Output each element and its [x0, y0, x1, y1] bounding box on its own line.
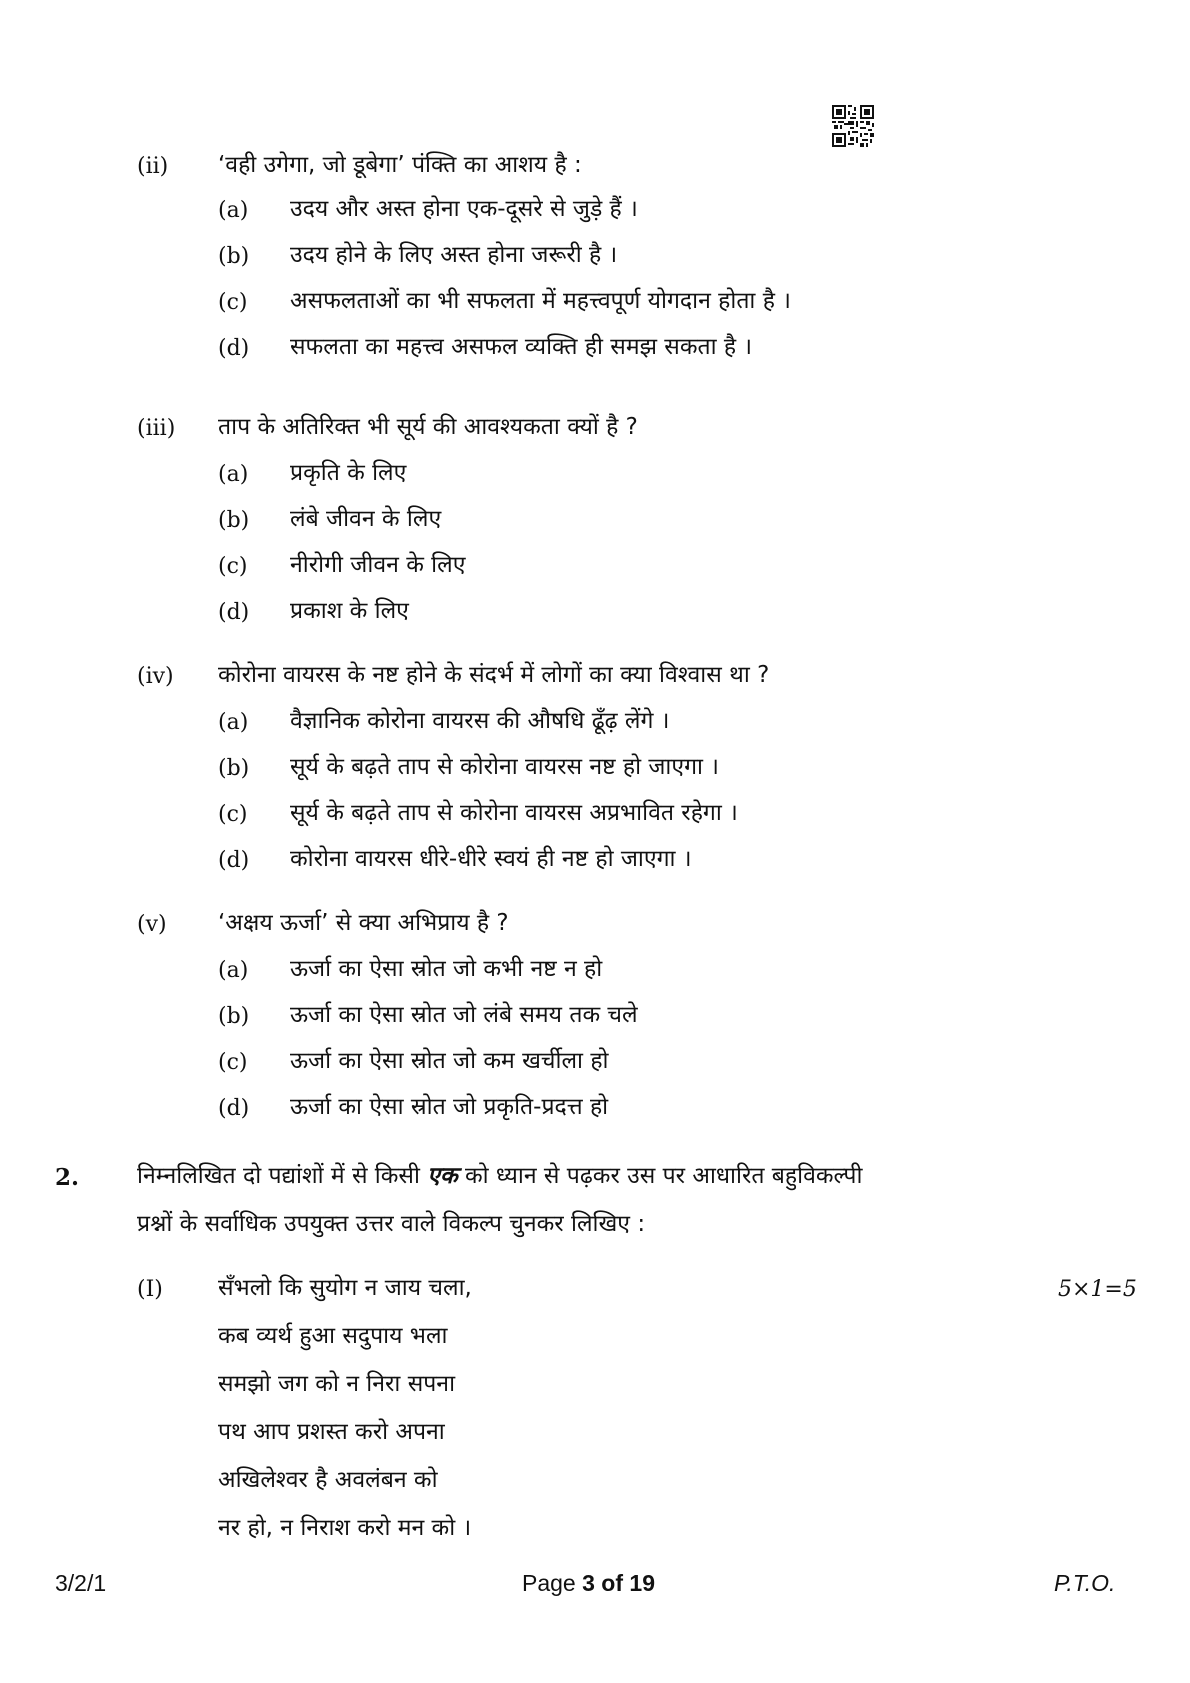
- option-label: (c): [218, 802, 248, 827]
- page-current: 3: [582, 1570, 595, 1596]
- option-text: उदय और अस्त होना एक-दूसरे से जुड़े हैं ।: [290, 196, 638, 222]
- option-text: ऊर्जा का ऐसा स्रोत जो प्रकृति-प्रदत्त हो: [290, 1094, 609, 1120]
- qr-code-icon: [832, 105, 874, 147]
- poem-line: सँभलो कि सुयोग न जाय चला,: [218, 1275, 472, 1301]
- please-turn-over: P.T.O.: [1054, 1570, 1116, 1596]
- question-text: ‘वही उगेगा, जो डूबेगा’ पंक्ति का आशय है :: [218, 152, 582, 178]
- poem-line: समझो जग को न निरा सपना: [218, 1371, 456, 1397]
- question-number: (iv): [137, 664, 174, 689]
- instruction-text: को ध्यान से पढ़कर उस पर आधारित बहुविकल्पी: [457, 1163, 863, 1189]
- option-label: (c): [218, 554, 248, 579]
- option-label: (c): [218, 1050, 248, 1075]
- question-2-number: 2.: [55, 1164, 80, 1191]
- question-2-instruction-line-2: प्रश्नों के सर्वाधिक उपयुक्त उत्तर वाले विकल्प चुनकर लिखिए :: [137, 1211, 646, 1237]
- option-label: (a): [218, 710, 249, 735]
- option-text: नीरोगी जीवन के लिए: [290, 552, 466, 578]
- option-text: लंबे जीवन के लिए: [290, 506, 442, 532]
- option-label: (d): [218, 848, 250, 873]
- option-text: ऊर्जा का ऐसा स्रोत जो कभी नष्ट न हो: [290, 956, 603, 982]
- option-label: (a): [218, 958, 249, 983]
- paper-code: 3/2/1: [55, 1570, 107, 1596]
- poem-line: नर हो, न निराश करो मन को ।: [218, 1515, 472, 1541]
- question-number: (ii): [137, 154, 169, 179]
- option-text: सफलता का महत्त्व असफल व्यक्ति ही समझ सकता है ।: [290, 334, 753, 360]
- question-text: ताप के अतिरिक्त भी सूर्य की आवश्यकता क्यों है ?: [218, 414, 638, 440]
- marks-allocation: 5×1=5: [1058, 1277, 1137, 1302]
- option-label: (b): [218, 1004, 250, 1029]
- question-text: ‘अक्षय ऊर्जा’ से क्या अभिप्राय है ?: [218, 910, 509, 936]
- question-number: (v): [137, 912, 167, 937]
- option-text: प्रकृति के लिए: [290, 460, 407, 486]
- page-prefix: Page: [522, 1570, 583, 1596]
- question-number: (iii): [137, 416, 176, 441]
- poem-line: पथ आप प्रशस्त करो अपना: [218, 1419, 445, 1445]
- question-text: कोरोना वायरस के नष्ट होने के संदर्भ में लोगों का क्या विश्वास था ?: [218, 662, 770, 688]
- option-label: (a): [218, 462, 249, 487]
- option-text: उदय होने के लिए अस्त होना जरूरी है ।: [290, 242, 618, 268]
- page-indicator: [522, 1568, 655, 1598]
- option-label: (b): [218, 508, 250, 533]
- option-label: (a): [218, 198, 249, 223]
- option-label: (c): [218, 290, 248, 315]
- option-label: (b): [218, 244, 250, 269]
- question-2-instruction-line-1: [137, 1159, 862, 1193]
- page-total: 19: [629, 1570, 655, 1596]
- option-text: ऊर्जा का ऐसा स्रोत जो लंबे समय तक चले: [290, 1002, 638, 1028]
- option-text: असफलताओं का भी सफलता में महत्त्वपूर्ण योगदान होता है ।: [290, 288, 791, 314]
- instruction-emphasis: एक: [427, 1163, 458, 1189]
- option-text: कोरोना वायरस धीरे-धीरे स्वयं ही नष्ट हो जाएगा ।: [290, 846, 692, 872]
- option-label: (d): [218, 336, 250, 361]
- passage-label: (I): [137, 1277, 163, 1302]
- option-text: सूर्य के बढ़ते ताप से कोरोना वायरस नष्ट हो जाएगा ।: [290, 754, 720, 780]
- option-label: (b): [218, 756, 250, 781]
- option-text: ऊर्जा का ऐसा स्रोत जो कम खर्चीला हो: [290, 1048, 609, 1074]
- page-of: of: [594, 1570, 630, 1596]
- option-label: (d): [218, 1096, 250, 1121]
- poem-line: अखिलेश्वर है अवलंबन को: [218, 1467, 438, 1493]
- option-text: वैज्ञानिक कोरोना वायरस की औषधि ढूँढ़ लेंगे ।: [290, 708, 670, 734]
- option-text: प्रकाश के लिए: [290, 598, 409, 624]
- poem-line: कब व्यर्थ हुआ सदुपाय भला: [218, 1323, 448, 1349]
- instruction-text: निम्नलिखित दो पद्यांशों में से किसी: [137, 1163, 428, 1189]
- option-text: सूर्य के बढ़ते ताप से कोरोना वायरस अप्रभावित रहेगा ।: [290, 800, 738, 826]
- option-label: (d): [218, 600, 250, 625]
